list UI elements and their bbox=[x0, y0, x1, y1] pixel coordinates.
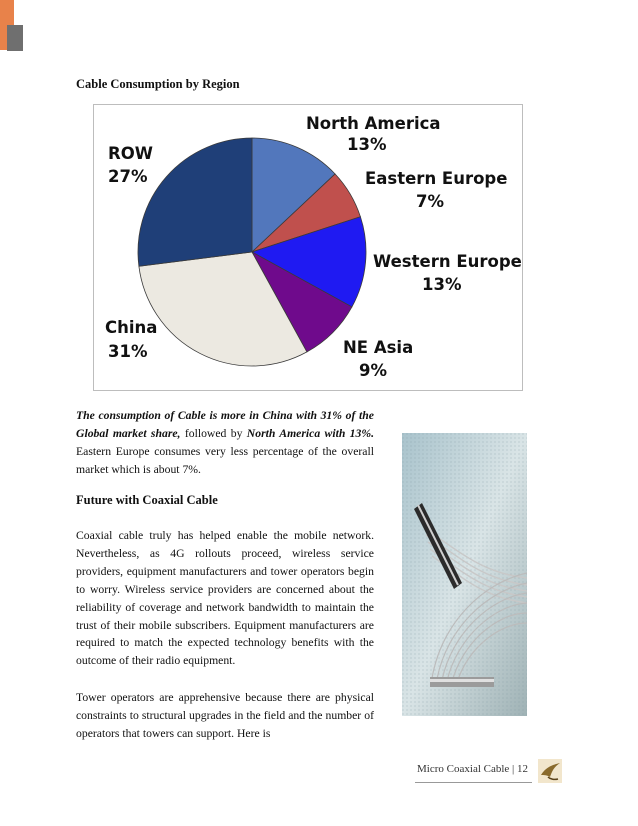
cable-photo bbox=[402, 433, 527, 716]
pie-chart bbox=[94, 105, 522, 390]
pct-western-europe: 13% bbox=[422, 275, 462, 294]
consumption-connector: followed by bbox=[180, 426, 247, 440]
page-footer: Micro Coaxial Cable | 12 bbox=[417, 763, 528, 775]
pie-slice-row bbox=[138, 138, 252, 266]
footer-rule bbox=[415, 782, 532, 783]
label-western-europe: Western Europe bbox=[373, 252, 522, 271]
label-china: China bbox=[105, 318, 158, 337]
label-ne-asia: NE Asia bbox=[343, 338, 414, 357]
pct-ne-asia: 9% bbox=[359, 361, 388, 380]
bird-logo-icon bbox=[536, 757, 564, 785]
pct-eastern-europe: 7% bbox=[416, 192, 445, 211]
pct-china: 31% bbox=[108, 342, 148, 361]
section-title: Cable Consumption by Region bbox=[76, 77, 240, 91]
tower-paragraph: Tower operators are apprehensive because there are physical constraints to structural upgrades in the field and the number of operators that towers can support. Here is bbox=[76, 691, 374, 740]
label-row: ROW bbox=[108, 144, 153, 163]
consumption-highlight: The consumption of Cable is more in China with 31% of the Global market share, bbox=[76, 409, 374, 440]
label-north-america: North America bbox=[306, 114, 441, 133]
pct-north-america: 13% bbox=[347, 135, 387, 154]
micro-coaxial-cable-image bbox=[402, 433, 527, 716]
future-paragraph: Coaxial cable truly has helped enable the mobile network. Nevertheless, as 4G rollouts proceed, wireless service providers, equipment manufacturers and tower operators begin to worry. Wireless service providers are concerned about the reliability of coverage and network bandwidth to maintain the trust of their mobile subscribers. Equipment manufacturers are required to match the expected technology benefits with the outcome of their radio equipment. bbox=[76, 529, 374, 668]
pct-row: 27% bbox=[108, 167, 148, 186]
future-heading: Future with Coaxial Cable bbox=[76, 493, 218, 507]
label-eastern-europe: Eastern Europe bbox=[365, 169, 508, 188]
north-america-highlight: North America with 13%. bbox=[246, 426, 375, 440]
corner-accent-gray bbox=[7, 25, 23, 51]
pie-chart-frame bbox=[93, 104, 523, 391]
consumption-rest: Eastern Europe consumes very less percentage of the overall market which is about 7%. bbox=[76, 444, 374, 476]
consumption-paragraph bbox=[76, 407, 374, 479]
